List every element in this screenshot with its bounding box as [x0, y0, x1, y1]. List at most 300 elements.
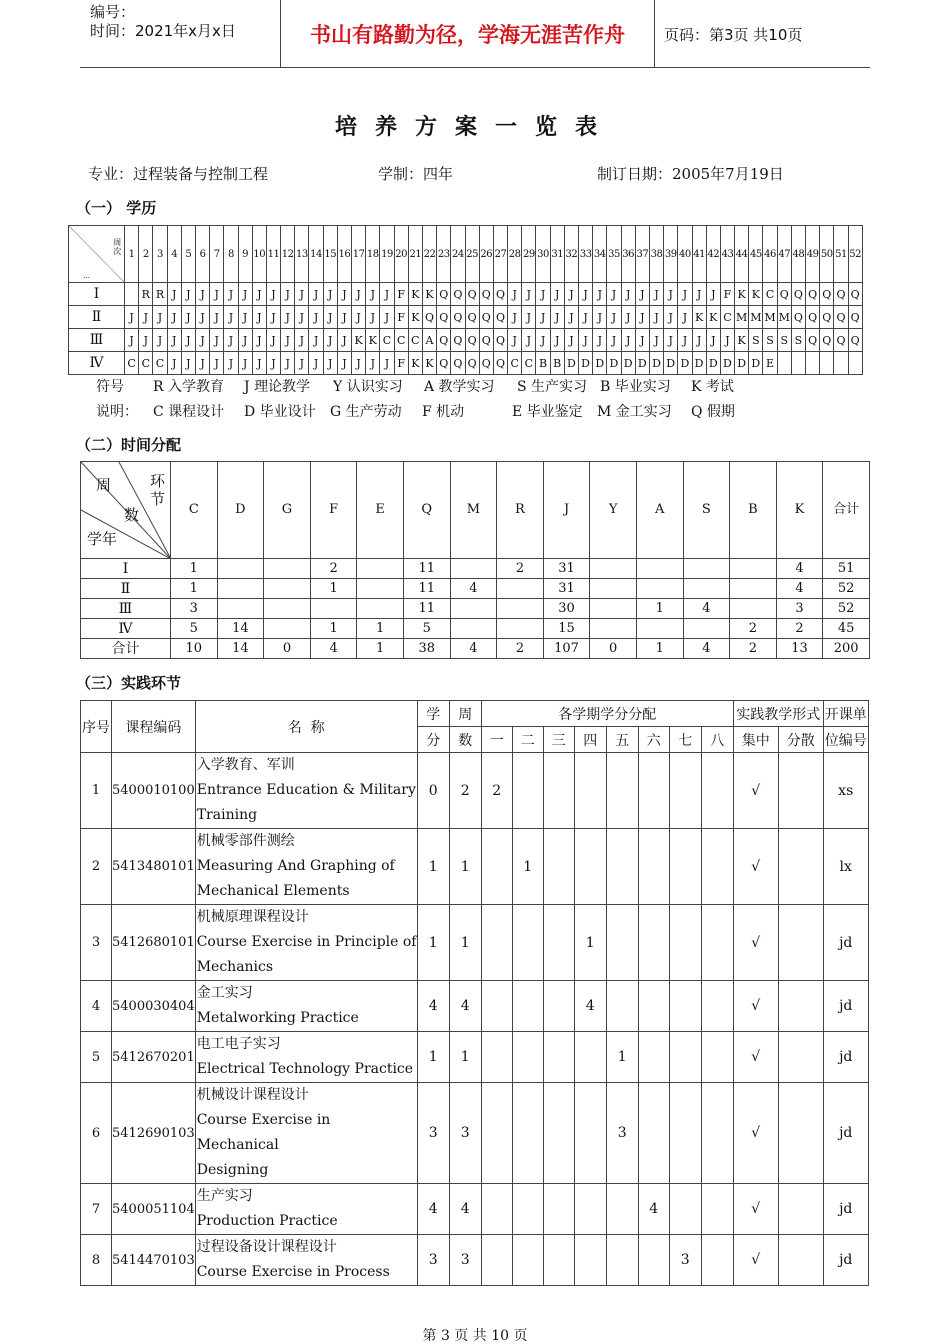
allocation-cell: 31 [543, 559, 590, 579]
calendar-cell: Q [791, 306, 805, 329]
calendar-cell: Q [848, 329, 862, 352]
calendar-cell: J [564, 306, 578, 329]
calendar-cell: Q [451, 352, 465, 375]
col-header-semester: 一 [481, 727, 512, 753]
calendar-cell: J [139, 306, 153, 329]
meta-date: 制订日期：2005年7月19日 [597, 165, 784, 183]
allocation-cell [730, 559, 777, 579]
calendar-cell: Q [820, 306, 834, 329]
practice-scatter [778, 753, 823, 829]
header-left [80, 0, 281, 68]
practice-weeks: 1 [449, 1032, 481, 1083]
allocation-cell: 4 [683, 599, 730, 619]
allocation-cell [730, 579, 777, 599]
calendar-row [69, 283, 863, 306]
practice-semester-credit [701, 1235, 733, 1286]
calendar-cell: D [593, 352, 607, 375]
allocation-cell [217, 579, 264, 599]
calendar-cell: Q [806, 306, 820, 329]
calendar-row [69, 352, 863, 375]
legend-item: Y 认识实习 [333, 379, 403, 395]
allocation-cell: 30 [543, 599, 590, 619]
allocation-cell: 14 [217, 639, 264, 659]
calendar-cell: J [550, 329, 564, 352]
calendar-cell: D [635, 352, 649, 375]
practice-row [81, 1184, 869, 1235]
legend-item: J 理论教学 [244, 379, 311, 395]
week-header: 35 [607, 226, 621, 283]
practice-name-line: Mechanics [196, 959, 274, 975]
calendar-cell: Q [806, 329, 820, 352]
allocation-corner-cell [81, 462, 171, 559]
calendar-cell: J [252, 352, 266, 375]
practice-semester-credit: 1 [512, 829, 543, 905]
calendar-cell: J [238, 329, 252, 352]
calendar-cell: J [323, 352, 337, 375]
calendar-cell: J [195, 306, 209, 329]
practice-semester-credit [574, 829, 606, 905]
week-header: 14 [309, 226, 323, 283]
practice-name-line: Mechanical Elements [196, 883, 350, 899]
practice-name-line: 生产实习 [196, 1188, 253, 1204]
col-header-credit-bottom: 分 [417, 727, 449, 753]
calendar-cell: K [408, 306, 422, 329]
week-header: 41 [692, 226, 706, 283]
allocation-cell: 1 [310, 619, 357, 639]
practice-semester-credit [701, 829, 733, 905]
allocation-row [81, 639, 870, 659]
calendar-cell: C [394, 329, 408, 352]
week-header: 32 [564, 226, 578, 283]
practice-focus: √ [733, 1184, 778, 1235]
practice-unit: xs [823, 753, 868, 829]
calendar-cell: J [238, 352, 252, 375]
practice-name-line: 金工实习 [196, 985, 253, 1001]
col-header-semesters: 各学期学分分配 [481, 701, 733, 727]
practice-scatter [778, 1083, 823, 1184]
calendar-cell [848, 352, 862, 375]
allocation-cell [636, 579, 683, 599]
practice-unit: jd [823, 1032, 868, 1083]
calendar-cell: J [139, 329, 153, 352]
calendar-cell: J [125, 329, 139, 352]
allocation-cell [264, 619, 311, 639]
calendar-cell [834, 352, 848, 375]
allocation-cell: 2 [730, 619, 777, 639]
practice-semester-credit: 3 [606, 1083, 638, 1184]
practice-name-line: 入学教育、军训 [196, 757, 295, 773]
legend-item: G 生产劳动 [330, 404, 402, 420]
allocation-col-header: G [264, 462, 311, 559]
calendar-cell: J [224, 329, 238, 352]
calendar-cell: Q [493, 352, 507, 375]
col-header-unit-top: 开课单 [823, 701, 868, 727]
page-footer: 第 3 页 共 10 页 [422, 1328, 528, 1344]
legend-item: R 入学教育 [153, 379, 224, 395]
allocation-col-header: K [776, 462, 823, 559]
practice-semester-credit: 4 [638, 1184, 669, 1235]
calendar-cell: R [139, 283, 153, 306]
practice-semester-credit [638, 1235, 669, 1286]
week-header: 34 [593, 226, 607, 283]
practice-seq: 5 [81, 1032, 112, 1083]
calendar-cell: D [678, 352, 692, 375]
calendar-cell: Q [791, 283, 805, 306]
calendar-cell: K [735, 283, 749, 306]
allocation-cell: 4 [450, 579, 497, 599]
allocation-cell: 10 [171, 639, 218, 659]
allocation-cell: 2 [497, 639, 544, 659]
week-header: 37 [635, 226, 649, 283]
calendar-row-label: Ⅰ [69, 283, 125, 306]
practice-name-line: 过程设备设计课程设计 [196, 1239, 337, 1255]
allocation-cell [497, 599, 544, 619]
legend-item: 说明： [96, 404, 138, 420]
practice-semester-credit [481, 1032, 512, 1083]
practice-code: 5412680101 [112, 905, 196, 981]
calendar-cell: J [380, 306, 394, 329]
practice-credit: 0 [417, 753, 449, 829]
practice-semester-credit [512, 1083, 543, 1184]
calendar-cell: J [181, 283, 195, 306]
practice-semester-credit [512, 1235, 543, 1286]
allocation-cell [590, 599, 637, 619]
calendar-cell: S [791, 329, 805, 352]
practice-semester-credit [481, 905, 512, 981]
allocation-row [81, 619, 870, 639]
week-header: 23 [437, 226, 451, 283]
col-header-semester: 三 [543, 727, 574, 753]
calendar-cell: J [195, 352, 209, 375]
allocation-cell: 1 [310, 579, 357, 599]
corner-segment-label: 环节 [149, 472, 165, 508]
week-header: 21 [408, 226, 422, 283]
allocation-row-label: Ⅲ [81, 599, 171, 619]
calendar-cell [806, 352, 820, 375]
allocation-col-header: A [636, 462, 683, 559]
calendar-row-label: Ⅲ [69, 329, 125, 352]
week-header: 15 [323, 226, 337, 283]
practice-name-line: Training [196, 807, 258, 823]
week-header: 19 [380, 226, 394, 283]
calendar-cell: C [720, 306, 734, 329]
col-header-weeks-top: 周 [449, 701, 481, 727]
calendar-cell: Q [422, 306, 436, 329]
practice-semester-credit [481, 1235, 512, 1286]
week-header: 30 [536, 226, 550, 283]
allocation-row-label: Ⅱ [81, 579, 171, 599]
allocation-cell [497, 579, 544, 599]
practice-seq: 3 [81, 905, 112, 981]
practice-semester-credit [543, 1235, 574, 1286]
week-header: 45 [749, 226, 763, 283]
week-header: 13 [295, 226, 309, 283]
practice-focus: √ [733, 905, 778, 981]
calendar-cell: J [337, 352, 351, 375]
col-header-credit-top: 学 [417, 701, 449, 727]
calendar-cell: K [422, 283, 436, 306]
allocation-cell [450, 619, 497, 639]
calendar-cell: J [295, 306, 309, 329]
calendar-cell: Q [834, 306, 848, 329]
calendar-corner-week-label: 周次 [113, 238, 121, 256]
calendar-cell: K [422, 352, 436, 375]
calendar-cell: J [649, 283, 663, 306]
calendar-cell: J [579, 306, 593, 329]
practice-name-line: Designing [196, 1162, 269, 1178]
calendar-table [68, 225, 863, 375]
calendar-cell: J [692, 329, 706, 352]
allocation-cell: 13 [776, 639, 823, 659]
col-header-semester: 七 [669, 727, 701, 753]
allocation-col-header: C [171, 462, 218, 559]
calendar-cell: Q [437, 329, 451, 352]
calendar-cell: J [678, 329, 692, 352]
allocation-cell: 11 [403, 599, 450, 619]
calendar-cell: Q [465, 306, 479, 329]
allocation-cell: 52 [823, 599, 870, 619]
calendar-cell: D [564, 352, 578, 375]
calendar-cell: J [167, 329, 181, 352]
calendar-cell: J [323, 329, 337, 352]
calendar-cell: C [153, 352, 167, 375]
calendar-cell: Q [820, 283, 834, 306]
calendar-cell: J [621, 306, 635, 329]
calendar-cell: J [238, 283, 252, 306]
allocation-cell: 4 [310, 639, 357, 659]
calendar-cell: J [266, 352, 280, 375]
practice-code: 5400010100 [112, 753, 196, 829]
allocation-cell: 200 [823, 639, 870, 659]
col-header-unit-bottom: 位编号 [823, 727, 868, 753]
practice-semester-credit [638, 753, 669, 829]
calendar-cell: J [125, 306, 139, 329]
calendar-cell: J [366, 283, 380, 306]
practice-semester-credit [638, 829, 669, 905]
practice-semester-credit [606, 753, 638, 829]
calendar-cell: J [508, 283, 522, 306]
calendar-cell: J [323, 306, 337, 329]
practice-unit: jd [823, 1083, 868, 1184]
calendar-cell: J [167, 283, 181, 306]
calendar-cell: J [706, 329, 720, 352]
allocation-cell: 1 [171, 559, 218, 579]
allocation-cell [310, 599, 357, 619]
week-header: 10 [252, 226, 266, 283]
calendar-corner-bottom-label: … [83, 272, 90, 280]
practice-semester-credit [638, 981, 669, 1032]
practice-name-line: Course Exercise in Process [196, 1264, 390, 1280]
col-header-weeks-bottom: 数 [449, 727, 481, 753]
calendar-cell: J [508, 306, 522, 329]
practice-weeks: 3 [449, 1235, 481, 1286]
calendar-cell: K [408, 352, 422, 375]
col-header-form: 实践教学形式 [733, 701, 823, 727]
practice-semester-credit [669, 1083, 701, 1184]
meta-major: 专业：过程装备与控制工程 [88, 165, 269, 183]
practice-semester-credit: 1 [574, 905, 606, 981]
calendar-cell: J [635, 306, 649, 329]
week-header: 42 [706, 226, 720, 283]
practice-semester-credit [701, 1032, 733, 1083]
calendar-cell: J [352, 283, 366, 306]
allocation-cell [636, 619, 683, 639]
allocation-cell [683, 619, 730, 639]
practice-credit: 1 [417, 1032, 449, 1083]
allocation-cell: 2 [776, 619, 823, 639]
calendar-cell: J [522, 283, 536, 306]
calendar-cell: J [550, 283, 564, 306]
week-header: 6 [195, 226, 209, 283]
allocation-cell [217, 559, 264, 579]
practice-row [81, 905, 869, 981]
calendar-cell: Q [493, 306, 507, 329]
practice-semester-credit [638, 1032, 669, 1083]
week-header: 51 [834, 226, 848, 283]
calendar-cell: Q [834, 329, 848, 352]
week-header: 36 [621, 226, 635, 283]
practice-semester-credit [606, 981, 638, 1032]
calendar-cell: M [763, 306, 777, 329]
calendar-cell: J [309, 283, 323, 306]
calendar-cell: J [607, 329, 621, 352]
week-header: 50 [820, 226, 834, 283]
practice-semester-credit [543, 1083, 574, 1184]
week-header: 40 [678, 226, 692, 283]
calendar-cell: Q [848, 306, 862, 329]
calendar-cell: J [678, 283, 692, 306]
col-header-code: 课程编码 [112, 701, 196, 753]
legend-item: D 毕业设计 [244, 404, 316, 420]
allocation-cell: 3 [171, 599, 218, 619]
practice-seq: 8 [81, 1235, 112, 1286]
calendar-cell: J [266, 306, 280, 329]
week-header: 18 [366, 226, 380, 283]
allocation-cell [450, 559, 497, 579]
calendar-row-label: Ⅱ [69, 306, 125, 329]
practice-semester-credit [543, 829, 574, 905]
calendar-cell: J [252, 306, 266, 329]
calendar-cell: J [337, 283, 351, 306]
calendar-cell: J [593, 283, 607, 306]
allocation-cell: 2 [310, 559, 357, 579]
calendar-cell: J [210, 329, 224, 352]
calendar-cell: J [607, 283, 621, 306]
allocation-cell [683, 559, 730, 579]
calendar-cell: J [706, 283, 720, 306]
calendar-cell: J [593, 306, 607, 329]
allocation-cell [264, 599, 311, 619]
practice-name-line: 电工电子实习 [196, 1036, 281, 1052]
week-header: 7 [210, 226, 224, 283]
col-header-semester: 二 [512, 727, 543, 753]
week-header: 22 [422, 226, 436, 283]
practice-weeks: 4 [449, 1184, 481, 1235]
practice-seq: 7 [81, 1184, 112, 1235]
calendar-cell: F [720, 283, 734, 306]
calendar-cell: S [749, 329, 763, 352]
allocation-col-header: J [543, 462, 590, 559]
practice-semester-credit [669, 1032, 701, 1083]
allocation-cell: 51 [823, 559, 870, 579]
calendar-cell: J [210, 306, 224, 329]
calendar-cell: D [692, 352, 706, 375]
practice-semester-credit [481, 829, 512, 905]
calendar-cell: C [139, 352, 153, 375]
week-header: 43 [720, 226, 734, 283]
calendar-cell: K [352, 329, 366, 352]
calendar-cell: K [408, 283, 422, 306]
calendar-cell: C [522, 352, 536, 375]
practice-name-line: Production Practice [196, 1213, 338, 1229]
practice-semester-credit [669, 829, 701, 905]
allocation-col-header: Q [403, 462, 450, 559]
calendar-cell: Q [479, 306, 493, 329]
corner-year-label: 学年 [87, 530, 118, 548]
col-header-semester: 六 [638, 727, 669, 753]
allocation-col-header: E [357, 462, 404, 559]
practice-scatter [778, 981, 823, 1032]
legend-item: M 金工实习 [597, 404, 672, 420]
calendar-cell: R [153, 283, 167, 306]
practice-semester-credit [701, 753, 733, 829]
calendar-cell: Q [493, 329, 507, 352]
practice-seq: 4 [81, 981, 112, 1032]
practice-unit: jd [823, 981, 868, 1032]
calendar-cell: D [664, 352, 678, 375]
allocation-cell: 4 [776, 579, 823, 599]
time-allocation-table [80, 461, 870, 659]
practice-semester-credit [574, 1235, 606, 1286]
week-header: 25 [465, 226, 479, 283]
calendar-cell: J [337, 306, 351, 329]
allocation-cell: 4 [683, 639, 730, 659]
practice-semester-credit [606, 829, 638, 905]
allocation-cell: 1 [636, 599, 683, 619]
allocation-cell [636, 559, 683, 579]
practice-credit: 4 [417, 1184, 449, 1235]
week-header: 29 [522, 226, 536, 283]
practice-name-line: Course Exercise in Mechanical [196, 1112, 331, 1153]
practice-scatter [778, 1184, 823, 1235]
calendar-cell: Q [465, 352, 479, 375]
allocation-cell [264, 579, 311, 599]
calendar-cell: K [735, 329, 749, 352]
serial-label: 编号： [90, 3, 136, 21]
practice-name [195, 1083, 417, 1184]
allocation-cell [590, 559, 637, 579]
calendar-cell: K [692, 306, 706, 329]
allocation-cell [450, 599, 497, 619]
practice-seq: 1 [81, 753, 112, 829]
allocation-col-header: 合计 [823, 462, 870, 559]
practice-semester-credit: 3 [669, 1235, 701, 1286]
practice-semester-credit [574, 1083, 606, 1184]
practice-semester-credit [512, 1184, 543, 1235]
week-header: 38 [649, 226, 663, 283]
allocation-cell: 14 [217, 619, 264, 639]
allocation-col-header: Y [590, 462, 637, 559]
practice-row [81, 1235, 869, 1286]
practice-name [195, 981, 417, 1032]
allocation-cell [357, 579, 404, 599]
calendar-cell: J [352, 352, 366, 375]
page-header [80, 0, 870, 68]
calendar-row [69, 329, 863, 352]
calendar-cell: J [664, 306, 678, 329]
allocation-col-header: R [497, 462, 544, 559]
calendar-cell: J [266, 329, 280, 352]
